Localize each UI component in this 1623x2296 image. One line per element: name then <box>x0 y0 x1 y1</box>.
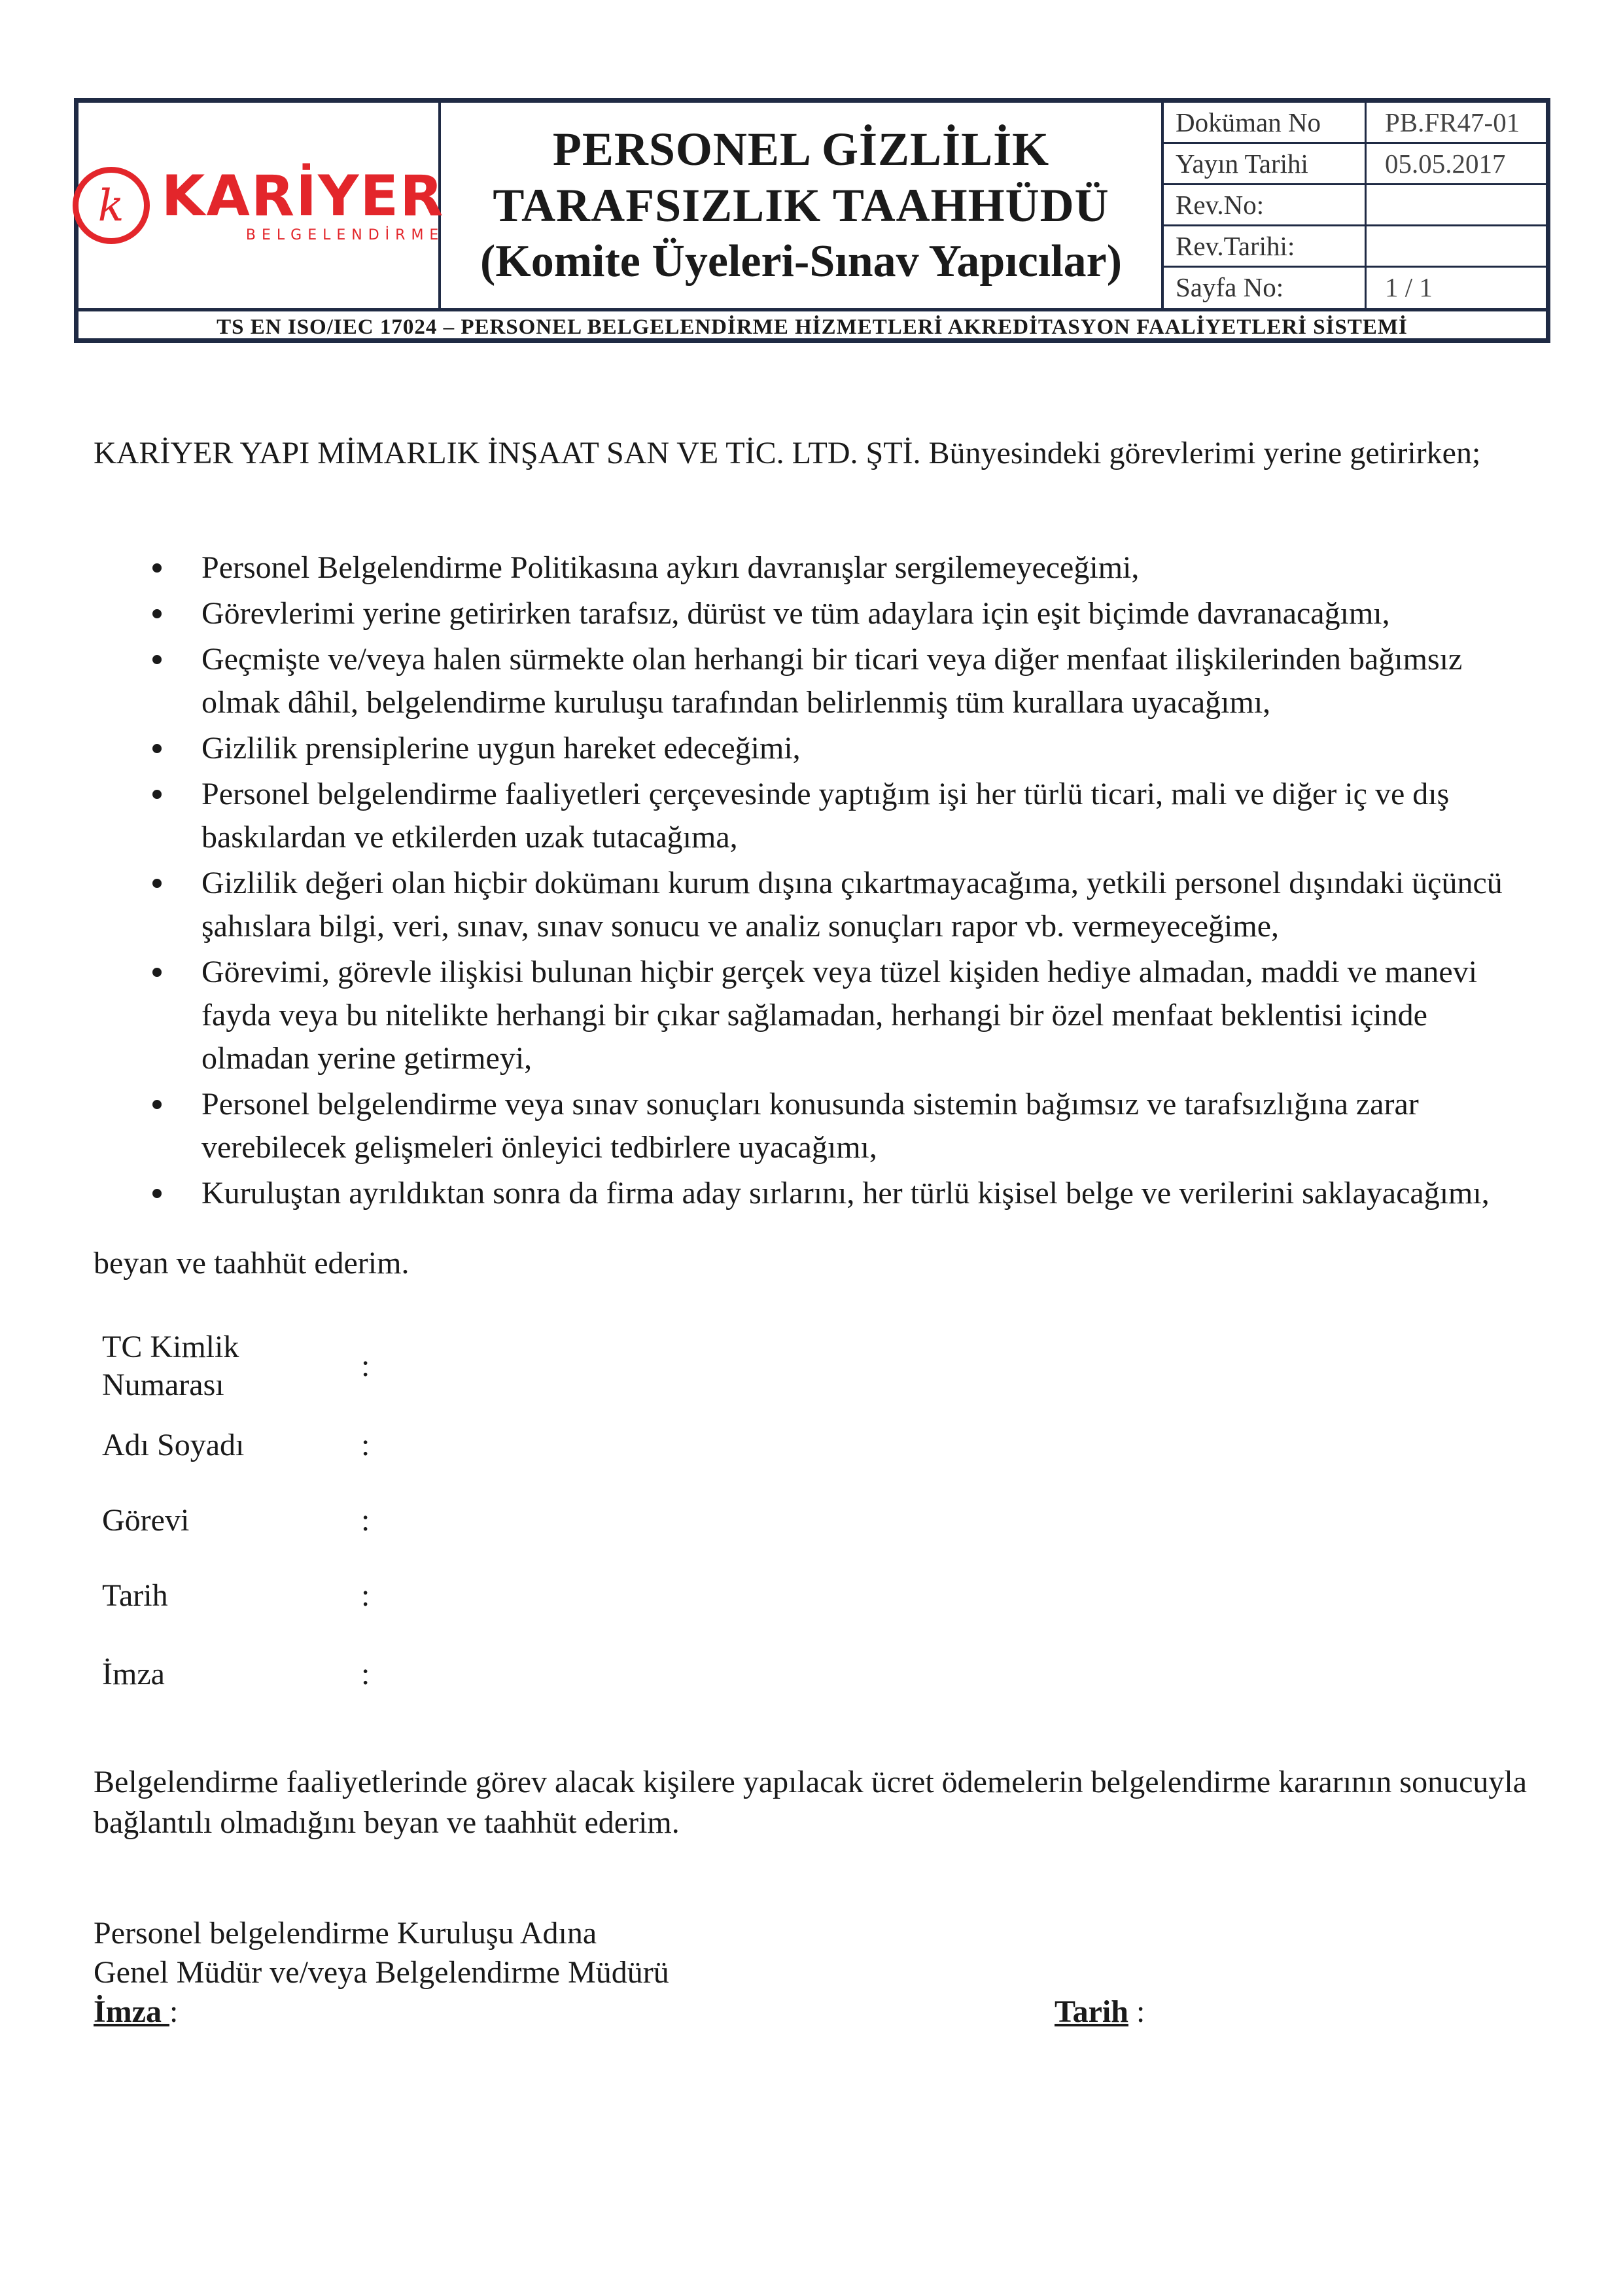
logo-name: KARİYER <box>161 163 445 229</box>
list-item-text: Personel belgelendirme faaliyetleri çerçevesinde yaptığım işi her türlü ticari, mali ve diğer iç ve dış baskılardan ve etkilerden uzak tutacağıma, <box>201 777 1450 855</box>
list-item <box>94 1172 1539 1215</box>
bullet-icon <box>152 563 162 573</box>
meta-row-rev-date <box>1164 226 1546 268</box>
bullet-icon <box>152 609 162 618</box>
signature-line-1: Personel belgelendirme Kuruluşu Adına <box>94 1916 597 1951</box>
document-meta-table <box>1164 103 1546 308</box>
logo-cell <box>79 103 445 308</box>
meta-row-document-no <box>1164 103 1546 144</box>
list-item <box>94 951 1539 1080</box>
declaration-text: beyan ve taahhüt ederim. <box>94 1246 410 1280</box>
field-tc-kimlik[interactable] <box>102 1328 887 1407</box>
bullet-icon <box>152 655 162 664</box>
meta-key: Doküman No <box>1164 103 1367 142</box>
bullet-icon <box>152 1189 162 1198</box>
document-header <box>74 98 1550 343</box>
field-colon: : <box>361 1578 370 1613</box>
list-item <box>94 1083 1539 1169</box>
field-gorevi[interactable] <box>102 1502 887 1541</box>
list-item-text: Kuruluştan ayrıldıktan sonra da firma aday sırlarını, her türlü kişisel belge ve verilerini saklayacağımı, <box>201 1176 1490 1210</box>
list-item <box>94 773 1539 859</box>
meta-value: PB.FR47-01 <box>1385 107 1520 137</box>
list-item-text: Gizlilik değeri olan hiçbir dokümanı kurum dışına çıkartmayacağıma, yetkili personel dışındaki üçüncü şahıslara bilgi, veri, sınav, sınav sonucu ve analiz sonuçları rapor vb. vermeyeceğime, <box>201 866 1503 944</box>
meta-row-page-no <box>1164 268 1546 309</box>
meta-key: Sayfa No: <box>1164 268 1367 309</box>
list-item-text: Geçmişte ve/veya halen sürmekte olan herhangi bir ticari veya diğer menfaat ilişkilerinden bağımsız olmak dâhil, belgelendirme kuruluşu tarafından belirlenmiş tüm kurallara uyacağımı, <box>201 642 1463 720</box>
field-colon: : <box>361 1657 370 1691</box>
field-imza[interactable] <box>102 1655 887 1695</box>
signature-block <box>94 1914 669 2032</box>
field-label: Görevi <box>102 1503 190 1538</box>
list-item <box>94 592 1539 635</box>
list-item <box>94 727 1539 770</box>
meta-value <box>1367 226 1546 266</box>
bullet-icon <box>152 1100 162 1109</box>
bullet-icon <box>152 879 162 888</box>
payment-declaration: Belgelendirme faaliyetlerinde görev alacak kişilere yapılacak ücret ödemelerin belgelendirme kararının sonucuyla bağlantılı olmadığını beyan ve taahhüt ederim. <box>94 1765 1527 1840</box>
tarih-colon: : <box>1128 1994 1145 2029</box>
list-item <box>94 638 1539 724</box>
meta-key: Rev.Tarihi: <box>1164 226 1367 266</box>
title-line-2: TARAFSIZLIK TAAHHÜDÜ <box>493 179 1109 232</box>
signature-date[interactable] <box>1055 1992 1145 2032</box>
document-title <box>441 103 1164 308</box>
meta-key: Rev.No: <box>1164 185 1367 224</box>
field-label: İmza <box>102 1657 165 1691</box>
field-label: TC Kimlik Numarası <box>102 1330 239 1402</box>
field-label: Tarih <box>102 1578 168 1613</box>
title-line-1: PERSONEL GİZLİLİK <box>552 123 1050 175</box>
logo-mark-letter: k <box>97 180 124 231</box>
meta-row-publish-date <box>1164 144 1546 185</box>
logo-text <box>161 163 445 243</box>
list-item-text: Personel belgelendirme veya sınav sonuçları konusunda sistemin bağımsız ve tarafsızlığına zarar verebilecek gelişmeleri önleyici tedbirlere uyacağımı, <box>201 1087 1419 1165</box>
list-item-text: Gizlilik prensiplerine uygun hareket edeceğimi, <box>201 731 801 766</box>
title-line-3: (Komite Üyeleri-Sınav Yapıcılar) <box>480 236 1123 287</box>
imza-label: İmza <box>94 1994 169 2029</box>
field-label: Adı Soyadı <box>102 1428 245 1462</box>
field-tarih[interactable] <box>102 1577 887 1616</box>
meta-value: 05.05.2017 <box>1385 149 1506 179</box>
meta-value: 1 / 1 <box>1385 272 1433 302</box>
logo-subtitle: BELGELENDİRME <box>245 226 445 243</box>
field-colon: : <box>361 1503 370 1538</box>
field-adi-soyadi[interactable] <box>102 1426 887 1466</box>
meta-row-rev-no <box>1164 185 1546 226</box>
bullet-icon <box>152 968 162 977</box>
list-item-text: Görevimi, görevle ilişkisi bulunan hiçbir gerçek veya tüzel kişiden hediye almadan, maddi ve manevi fayda veya bu nitelikte herhangi bir çıkar sağlamadan, herhangi bir özel menfaat beklentisi içinde olmadan yerine getirmeyi, <box>201 955 1478 1076</box>
tarih-label: Tarih <box>1055 1994 1128 2029</box>
imza-colon: : <box>169 1994 179 2029</box>
field-colon: : <box>361 1349 370 1383</box>
meta-key: Yayın Tarihi <box>1164 144 1367 183</box>
standard-reference: TS EN ISO/IEC 17024 – PERSONEL BELGELENDİRME HİZMETLERİ AKREDİTASYON FAALİYETLERİ SİSTEMİ <box>79 308 1546 343</box>
commitment-list <box>94 546 1539 1218</box>
meta-value <box>1367 185 1546 224</box>
list-item-text: Personel Belgelendirme Politikasına aykırı davranışlar sergilemeyeceğimi, <box>201 550 1140 585</box>
intro-paragraph: KARİYER YAPI MİMARLIK İNŞAAT SAN VE TİC. LTD. ŞTİ. Bünyesindeki görevlerimi yerine getirirken; <box>94 436 1481 470</box>
list-item <box>94 546 1539 590</box>
company-logo <box>73 163 445 244</box>
bullet-icon <box>152 744 162 753</box>
list-item <box>94 862 1539 948</box>
logo-mark-icon <box>73 167 150 244</box>
list-item-text: Görevlerimi yerine getirirken tarafsız, dürüst ve tüm adaylara için eşit biçimde davranacağımı, <box>201 596 1390 631</box>
signature-line-2: Genel Müdür ve/veya Belgelendirme Müdürü <box>94 1955 669 1990</box>
field-colon: : <box>361 1428 370 1462</box>
bullet-icon <box>152 790 162 799</box>
signature-imza[interactable] <box>94 1992 669 2032</box>
